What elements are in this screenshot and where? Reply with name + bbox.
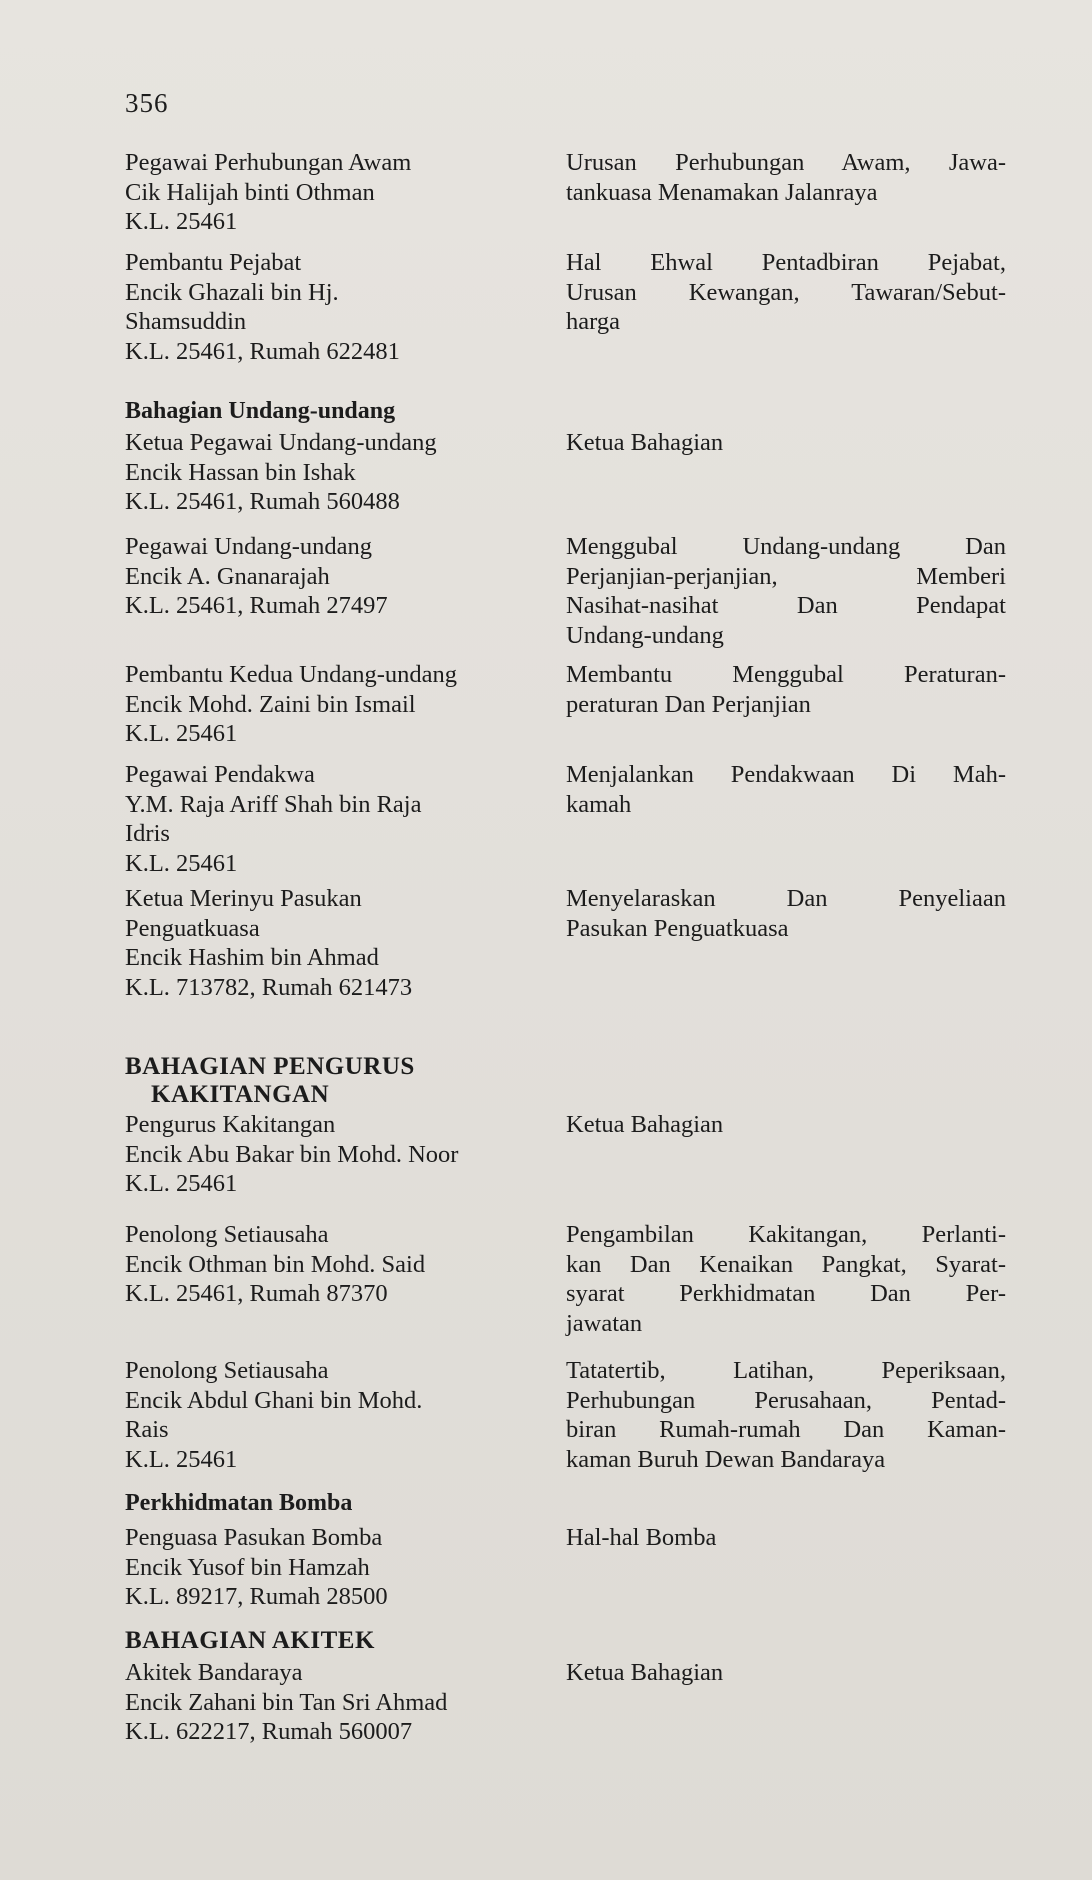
duty-line: Perhubungan Perusahaan, Pentad- xyxy=(566,1386,1006,1414)
officer-line: Encik Zahani bin Tan Sri Ahmad xyxy=(125,1688,448,1716)
officer-line: Encik Ghazali bin Hj. xyxy=(125,278,339,306)
duty-line: Ketua Bahagian xyxy=(566,1111,724,1138)
duty-line: Menggubal Undang-undang Dan xyxy=(566,533,1006,560)
officer-line: K.L. 25461, Rumah 622481 xyxy=(125,337,400,365)
duty-line: kamah xyxy=(566,790,632,818)
officer-line: K.L. 713782, Rumah 621473 xyxy=(125,973,413,1001)
duty-line: Perjanjian-perjanjian, Memberi xyxy=(566,562,1006,590)
officer-line: Pembantu Kedua Undang-undang xyxy=(125,661,458,688)
entry-officer xyxy=(125,1658,555,1747)
officer-line: Ketua Merinyu Pasukan xyxy=(125,885,362,912)
officer-line: Encik Yusof bin Hamzah xyxy=(125,1553,370,1581)
officer-line: Idris xyxy=(125,820,170,847)
entry-officer xyxy=(125,1110,555,1199)
entry-duties xyxy=(566,1220,1006,1338)
officer-line: Rais xyxy=(125,1416,169,1443)
duty-line: Menyelaraskan Dan Penyeliaan xyxy=(566,885,1006,912)
section-heading: BAHAGIAN AKITEK xyxy=(125,1627,375,1654)
officer-line: Encik Hassan bin Ishak xyxy=(125,458,356,486)
entry-duties xyxy=(566,1658,1006,1688)
duty-line: syarat Perkhidmatan Dan Per- xyxy=(566,1280,1006,1307)
duty-line: Menjalankan Pendakwaan Di Mah- xyxy=(566,761,1006,788)
entry-officer xyxy=(125,532,555,621)
entry-duties xyxy=(566,1356,1006,1474)
entry-duties xyxy=(566,148,1006,207)
entry-officer xyxy=(125,660,555,749)
entry-officer xyxy=(125,248,555,366)
officer-line: Shamsuddin xyxy=(125,308,247,335)
entry-officer xyxy=(125,760,555,878)
duty-line: Urusan Perhubungan Awam, Jawa- xyxy=(566,149,1006,176)
duty-line: Nasihat-nasihat Dan Pendapat xyxy=(566,592,1006,619)
duty-line: Membantu Menggubal Peraturan- xyxy=(566,661,1006,688)
entry-officer xyxy=(125,428,555,517)
officer-line: Penguatkuasa xyxy=(125,914,260,942)
officer-line: Penolong Setiausaha xyxy=(125,1221,329,1248)
duty-line: kaman Buruh Dewan Bandaraya xyxy=(566,1445,886,1473)
officer-line: Cik Halijah binti Othman xyxy=(125,178,375,206)
officer-line: Akitek Bandaraya xyxy=(125,1659,303,1686)
officer-line: Y.M. Raja Ariff Shah bin Raja xyxy=(125,790,422,818)
section-heading: BAHAGIAN PENGURUS xyxy=(125,1053,415,1080)
officer-line: K.L. 25461 xyxy=(125,1170,238,1197)
duty-line: biran Rumah-rumah Dan Kaman- xyxy=(566,1416,1006,1443)
officer-line: K.L. 25461, Rumah 27497 xyxy=(125,592,388,619)
duty-line: kan Dan Kenaikan Pangkat, Syarat- xyxy=(566,1250,1006,1278)
duty-line: Pasukan Penguatkuasa xyxy=(566,914,789,942)
officer-line: K.L. 89217, Rumah 28500 xyxy=(125,1583,388,1610)
officer-line: Penolong Setiausaha xyxy=(125,1357,329,1384)
duty-line: peraturan Dan Perjanjian xyxy=(566,690,811,718)
entry-duties xyxy=(566,1110,1006,1140)
officer-line: Encik Hashim bin Ahmad xyxy=(125,944,379,971)
entry-officer xyxy=(125,884,555,1002)
duty-line: Hal-hal Bomba xyxy=(566,1524,717,1551)
duty-line: Pengambilan Kakitangan, Perlanti- xyxy=(566,1221,1006,1248)
officer-line: Pengurus Kakitangan xyxy=(125,1111,336,1138)
entry-officer xyxy=(125,1523,555,1612)
duty-line: harga xyxy=(566,308,620,335)
duty-line: jawatan xyxy=(566,1309,643,1337)
entry-duties xyxy=(566,660,1006,719)
officer-line: Ketua Pegawai Undang-undang xyxy=(125,429,437,456)
entry-duties xyxy=(566,428,1006,458)
section-heading: KAKITANGAN xyxy=(151,1081,330,1108)
duty-line: Ketua Bahagian xyxy=(566,1659,724,1686)
officer-line: Encik Othman bin Mohd. Said xyxy=(125,1250,426,1278)
entry-officer xyxy=(125,148,555,237)
entry-duties xyxy=(566,760,1006,819)
entry-officer xyxy=(125,1220,555,1309)
officer-line: K.L. 25461, Rumah 560488 xyxy=(125,488,400,515)
duty-line: Tatatertib, Latihan, Peperiksaan, xyxy=(566,1357,1006,1384)
officer-line: Pegawai Pendakwa xyxy=(125,761,315,788)
officer-line: K.L. 25461 xyxy=(125,720,238,747)
entry-duties xyxy=(566,884,1006,943)
officer-line: Pegawai Perhubungan Awam xyxy=(125,149,412,176)
officer-line: K.L. 622217, Rumah 560007 xyxy=(125,1718,413,1745)
officer-line: Pembantu Pejabat xyxy=(125,249,302,276)
officer-line: Encik Abu Bakar bin Mohd. Noor xyxy=(125,1140,459,1168)
entry-duties xyxy=(566,248,1006,337)
officer-line: K.L. 25461 xyxy=(125,208,238,235)
duty-line: Urusan Kewangan, Tawaran/Sebut- xyxy=(566,278,1006,306)
duty-line: Undang-undang xyxy=(566,621,724,649)
duty-line: tankuasa Menamakan Jalanraya xyxy=(566,178,878,206)
duty-line: Hal Ehwal Pentadbiran Pejabat, xyxy=(566,249,1006,276)
officer-line: Encik Mohd. Zaini bin Ismail xyxy=(125,690,416,718)
officer-line: Penguasa Pasukan Bomba xyxy=(125,1524,383,1551)
officer-line: Encik Abdul Ghani bin Mohd. xyxy=(125,1386,423,1414)
page-number: 356 xyxy=(125,88,169,118)
officer-line: Pegawai Undang-undang xyxy=(125,533,372,560)
entry-duties xyxy=(566,532,1006,650)
subheading: Bahagian Undang-undang xyxy=(125,398,396,424)
subheading: Perkhidmatan Bomba xyxy=(125,1490,353,1516)
entry-officer xyxy=(125,1356,555,1474)
officer-line: Encik A. Gnanarajah xyxy=(125,562,330,590)
duty-line: Ketua Bahagian xyxy=(566,429,724,456)
officer-line: K.L. 25461 xyxy=(125,1445,238,1473)
officer-line: K.L. 25461, Rumah 87370 xyxy=(125,1280,388,1307)
entry-duties xyxy=(566,1523,1006,1553)
officer-line: K.L. 25461 xyxy=(125,849,238,877)
